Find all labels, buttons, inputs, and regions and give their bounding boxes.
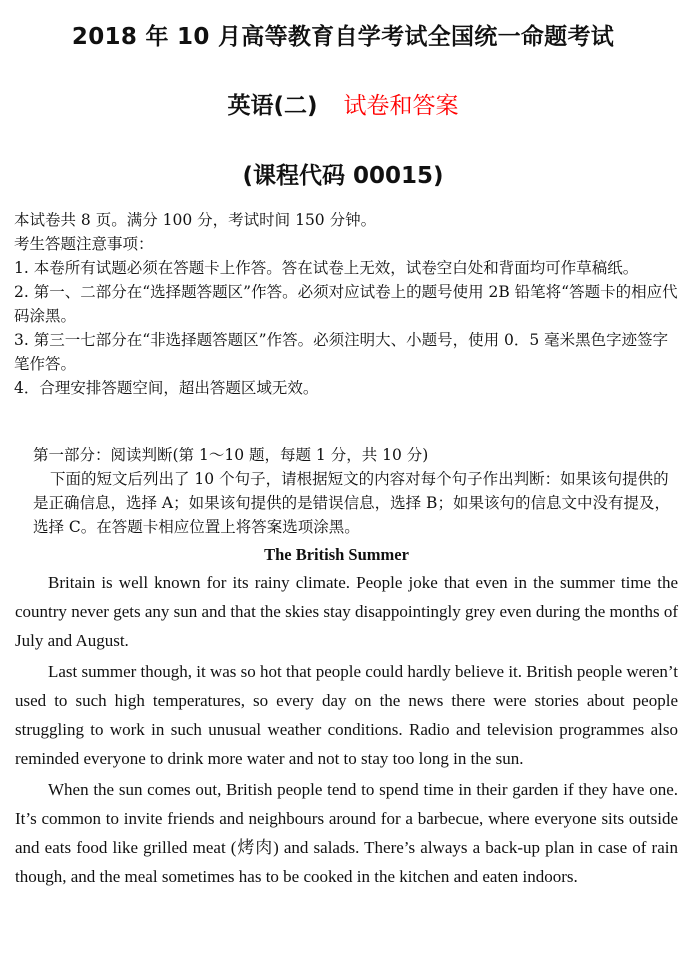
note-item: 2. 第一、二部分在“选择题答题区”作答。必须对应试卷上的题号使用 2B 铅笔将“答题卡的相应代码涂黑。 [14,283,678,325]
note-item: 4．合理安排答题空间，超出答题区域无效。 [14,379,319,397]
part-one-section [33,443,678,539]
note-item: 3. 第三一七部分在“非选择题答题区”作答。必须注明大、小题号，使用 0．5 毫米黑色字迹签字笔作答。 [14,331,669,373]
notes-heading: 考生答题注意事项： [14,235,154,253]
subtitle-highlight: 试卷和答案 [343,93,459,119]
passage-title: The British Summer [264,545,409,564]
course-code: (课程代码 00015) [242,163,444,189]
note-item: 1. 本卷所有试题必须在答题卡上作答。答在试卷上无效，试卷空白处和背面均可作草稿纸。 [14,259,639,277]
passage-paragraph: When the sun comes out, British people tend to spend time in their garden if they have one. It’s common to invite friends and neighbours around for a barbecue, where everyone sits outside and eats food like grilled meat (烤肉) and salads. There’s always a back-up plan in case of rain though, and the meal sometimes has to be cooked in the kitchen and eaten indoors. [15,780,678,886]
exam-notes [14,208,678,400]
exam-summary: 本试卷共 8 页。满分 100 分，考试时间 150 分钟。 [14,211,377,229]
reading-passage [15,542,678,891]
subject-name: 英语(二) [227,93,318,119]
part-one-instructions: 下面的短文后列出了 10 个句子，请根据短文的内容对每个句子作出判断：如果该句提供的是正确信息，选择 A；如果该旬提供的是错误信息，选择 B；如果该句的信息文中没有提及，选择 C。在答题卡相应位置上将答案选项涂黑。 [33,470,670,536]
exam-title: 2018 年 10 月高等教育自学考试全国统一命题考试 [71,24,615,50]
passage-paragraph: Britain is well known for its rainy climate. People joke that even in the summer time the country never gets any sun and that the skies stay disappointingly grey even during the months of July and August. [15,573,678,650]
exam-subtitle [0,87,686,120]
part-one-heading: 第一部分：阅读判断(第 1～10 题，每题 1 分，共 10 分) [33,446,429,464]
passage-paragraph: Last summer though, it was so hot that people could hardly believe it. British people weren’t used to such high temperatures, so every day on the news there were stories about people struggling to work in such unusual weather conditions. Radio and television programmes also reminded everyone to drink more water and not to stay too long in the sun. [15,662,678,768]
